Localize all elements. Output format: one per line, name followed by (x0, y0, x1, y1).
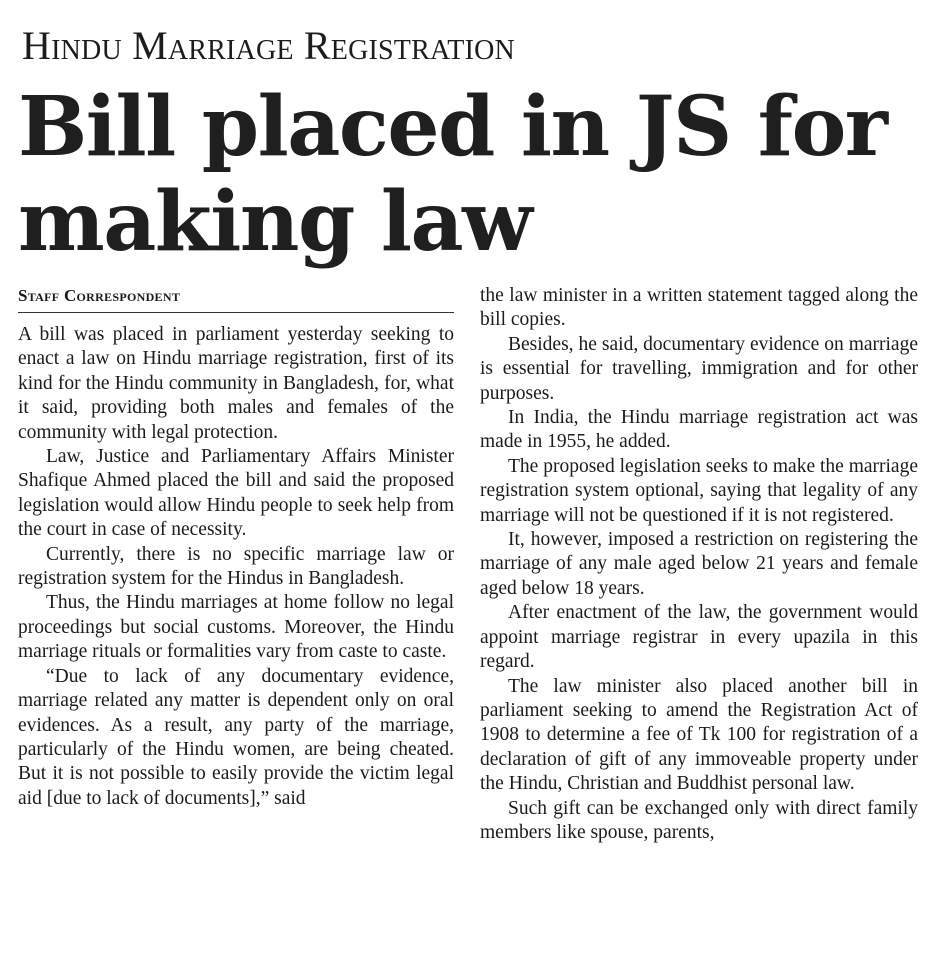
headline: Bill placed in JS for making law (18, 79, 887, 270)
article-column-right (480, 284, 918, 845)
paragraph: Such gift can be exchanged only with direct family members like spouse, parents, (480, 797, 918, 843)
byline: Staff Correspondent (18, 284, 454, 313)
paragraph: Currently, there is no specific marriage law or registration system for the Hindus in Bangladesh. (18, 543, 454, 590)
paragraph: the law minister in a written statement tagged along the bill copies. (480, 285, 918, 331)
paragraph: Besides, he said, documentary evidence on marriage is essential for travelling, immigration and for other purposes. (480, 333, 918, 404)
article-column-left (18, 284, 454, 811)
kicker-heading: Hindu Marriage Registration (22, 23, 515, 68)
paragraph: Law, Justice and Parliamentary Affairs Minister Shafique Ahmed placed the bill and said the proposed legislation would allow Hindu people to seek help from the court in case of necessity. (18, 446, 454, 541)
paragraph: In India, the Hindu marriage registration act was made in 1955, he added. (480, 407, 918, 453)
paragraph: After enactment of the law, the government would appoint marriage registrar in every upazila in this regard. (480, 602, 918, 673)
paragraph: The law minister also placed another bill in parliament seeking to amend the Registration Act of 1908 to determine a fee of Tk 100 for registration of a declaration of gift of any immoveable property under the Hindu, Christian and Buddhist personal law. (480, 675, 918, 795)
paragraph: It, however, imposed a restriction on registering the marriage of any male aged below 21 years and female aged below 18 years. (480, 529, 918, 599)
paragraph: A bill was placed in parliament yesterday seeking to enact a law on Hindu marriage registration, first of its kind for the Hindu community in Bangladesh, for, what it said, providing both males and females of the community with legal protection. (18, 324, 454, 443)
paragraph: The proposed legislation seeks to make the marriage registration system optional, saying that legality of any marriage will not be questioned if it is not registered. (480, 455, 918, 526)
paragraph: “Due to lack of any documentary evidence, marriage related any matter is dependent only on oral evidences. As a result, any party of the marriage, particularly of the Hindu women, are being cheated. But it is not possible to easily provide the victim legal aid [due to lack of documents],” said (18, 665, 454, 809)
paragraph: Thus, the Hindu marriages at home follow no legal proceedings but social customs. Moreover, the Hindu marriage rituals or formalities vary from caste to caste. (18, 592, 454, 663)
